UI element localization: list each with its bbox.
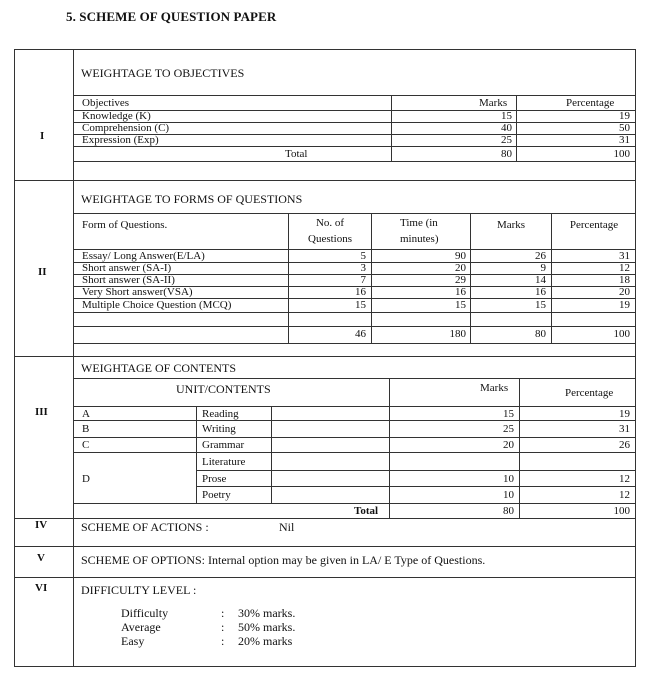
cell-value: 40 (501, 122, 512, 134)
cell-value: 31 (619, 250, 630, 262)
total-value: 80 (503, 505, 514, 517)
row-label: Knowledge (K) (82, 110, 151, 122)
scheme-of-actions-value: Nil (279, 520, 295, 534)
column-header: Marks (496, 219, 526, 231)
row-line (73, 452, 636, 453)
difficulty-value: 50% marks. (238, 620, 296, 634)
row-line (196, 486, 636, 487)
section-numeral: IV (35, 519, 48, 531)
row-line (196, 470, 636, 471)
cell-value: 15 (535, 299, 546, 311)
row-line (73, 110, 636, 111)
unit-content: Poetry (202, 489, 231, 501)
row-line (73, 146, 636, 147)
cell-value: 19 (619, 110, 630, 122)
table-border (14, 49, 636, 50)
section-numeral: I (40, 130, 45, 142)
cell-value: 19 (619, 299, 630, 311)
section-divider (14, 518, 636, 519)
section-numeral: II (38, 266, 47, 278)
difficulty-sep: : (221, 620, 225, 634)
unit-letter: D (82, 473, 90, 485)
cell-value: 20 (619, 286, 630, 298)
row-line (73, 406, 636, 407)
column-header: Time (in (400, 217, 438, 229)
cell-value: 18 (619, 274, 630, 286)
table-border (635, 49, 636, 667)
cell-value: 15 (501, 110, 512, 122)
column-header: Percentage (565, 387, 614, 399)
difficulty-value: 20% marks (238, 634, 293, 648)
column-header: Percentage (569, 219, 619, 231)
cell-value: 12 (619, 489, 630, 501)
column-header: Percentage (566, 97, 615, 109)
table-border (73, 49, 74, 667)
row-line (73, 437, 636, 438)
cell-value: 29 (455, 274, 466, 286)
cell-value: 25 (503, 423, 514, 435)
cell-value: 15 (455, 299, 466, 311)
cell-value: 16 (535, 286, 546, 298)
cell-value: 12 (619, 262, 630, 274)
total-value: 46 (355, 328, 366, 340)
unit-content: Writing (202, 423, 236, 435)
cell-value: 90 (455, 250, 466, 262)
total-value: 180 (449, 328, 466, 340)
section-heading: WEIGHTAGE OF CONTENTS (81, 361, 237, 375)
row-line (73, 95, 636, 96)
cell-value: 5 (360, 250, 366, 262)
cell-value: 50 (619, 122, 630, 134)
cell-value: 15 (503, 408, 514, 420)
section-divider (14, 356, 636, 357)
col-line (196, 406, 197, 504)
col-line (516, 95, 517, 162)
cell-value: 16 (355, 286, 366, 298)
section-divider (14, 546, 636, 547)
section-numeral: III (35, 406, 48, 418)
column-header: Marks (480, 382, 509, 394)
unit-letter: C (82, 439, 90, 451)
col-line (519, 378, 520, 519)
row-label: Comprehension (C) (82, 122, 170, 134)
page-title: 5. SCHEME OF QUESTION PAPER (66, 9, 277, 24)
difficulty-sep: : (221, 606, 225, 620)
col-line (470, 213, 471, 344)
row-line (73, 420, 636, 421)
total-value: 100 (613, 505, 630, 517)
unit-content: Literature (202, 456, 246, 468)
cell-value: 9 (540, 262, 546, 274)
column-header: Questions (308, 233, 352, 245)
difficulty-level: Difficulty (121, 606, 169, 620)
cell-value: 26 (619, 439, 630, 451)
cell-value: 20 (503, 439, 514, 451)
section-numeral: V (37, 552, 45, 564)
col-line (271, 406, 272, 504)
unit-content: Grammar (202, 439, 245, 451)
section-divider (14, 180, 636, 181)
difficulty-level: Average (121, 620, 161, 634)
cell-value: 26 (535, 250, 546, 262)
cell-value: 15 (355, 299, 366, 311)
cell-value: 10 (503, 489, 514, 501)
row-label: Short answer (SA-I) (82, 262, 172, 274)
total-value: 80 (501, 148, 512, 160)
section-heading: WEIGHTAGE TO OBJECTIVES (81, 66, 245, 80)
column-header: minutes) (400, 233, 439, 245)
total-label: Total (354, 505, 379, 517)
row-label: Short answer (SA-II) (82, 274, 175, 286)
cell-value: 31 (619, 134, 630, 146)
column-header: UNIT/CONTENTS (176, 382, 271, 396)
column-header: No. of (315, 217, 345, 229)
cell-value: 14 (535, 274, 546, 286)
col-line (391, 95, 392, 162)
cell-value: 31 (619, 423, 630, 435)
cell-value: 25 (501, 134, 512, 146)
scheme-of-actions-label: SCHEME OF ACTIONS : (81, 520, 209, 534)
cell-value: 16 (455, 286, 466, 298)
row-label: Expression (Exp) (82, 134, 159, 146)
row-label: Multiple Choice Question (MCQ) (82, 299, 232, 311)
column-header: Marks (479, 97, 508, 109)
total-value: 80 (535, 328, 546, 340)
unit-content: Prose (202, 473, 227, 485)
difficulty-sep: : (221, 634, 225, 648)
total-label: Total (285, 148, 308, 160)
col-line (551, 213, 552, 344)
difficulty-value: 30% marks. (238, 606, 296, 620)
unit-letter: B (82, 423, 90, 435)
unit-content: Reading (202, 408, 239, 420)
col-line (288, 213, 289, 344)
row-line (73, 161, 636, 162)
col-line (371, 213, 372, 344)
row-label: Very Short answer(VSA) (82, 286, 193, 298)
total-value: 100 (613, 148, 630, 160)
difficulty-level: Easy (121, 634, 145, 648)
section-heading: WEIGHTAGE TO FORMS OF QUESTIONS (81, 192, 303, 206)
column-header: Objectives (82, 97, 130, 109)
section-heading: DIFFICULTY LEVEL : (81, 583, 197, 597)
section-divider (14, 577, 636, 578)
cell-value: 3 (360, 262, 366, 274)
cell-value: 20 (455, 262, 466, 274)
section-numeral: VI (35, 582, 48, 594)
total-value: 100 (613, 328, 630, 340)
row-line (73, 378, 636, 379)
cell-value: 10 (503, 473, 514, 485)
row-label: Essay/ Long Answer(E/LA) (82, 250, 205, 262)
table-border (14, 666, 636, 667)
cell-value: 12 (619, 473, 630, 485)
col-line (389, 378, 390, 519)
cell-value: 19 (619, 408, 630, 420)
unit-letter: A (82, 408, 90, 420)
row-line (73, 503, 636, 504)
table-border (14, 49, 15, 667)
column-header: Form of Questions. (82, 219, 168, 231)
scheme-of-options-text: SCHEME OF OPTIONS: Internal option may be given in LA/ E Type of Questions. (81, 553, 486, 567)
cell-value: 7 (360, 274, 366, 286)
